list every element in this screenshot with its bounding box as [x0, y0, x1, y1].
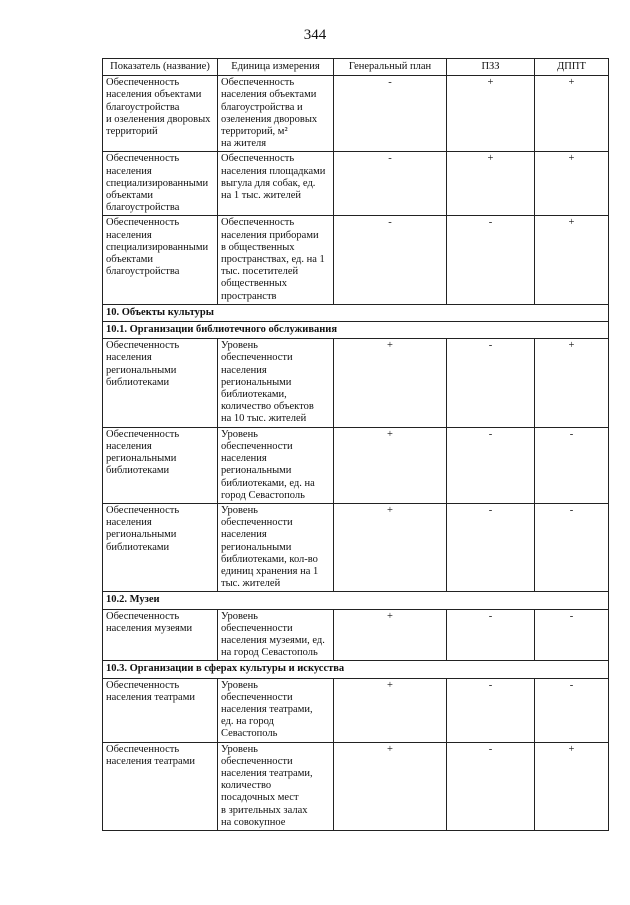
general-plan-cell: -: [334, 152, 447, 216]
general-plan-cell: -: [334, 76, 447, 152]
unit-cell: Уровень обеспеченности населения региональными библиотеками, количество объектов на 10 тыс. жителей: [218, 339, 334, 427]
dppt-cell: -: [535, 427, 609, 503]
unit-cell: Уровень обеспеченности населения региональными библиотеками, ед. на город Севастополь: [218, 427, 334, 503]
header-pzz: ПЗЗ: [447, 59, 535, 76]
unit-cell: Уровень обеспеченности населения театрами, количество посадочных мест в зрительных залах на совокупное: [218, 742, 334, 830]
unit-cell: Уровень обеспеченности населения театрами, ед. на город Севастополь: [218, 678, 334, 742]
dppt-cell: +: [535, 339, 609, 427]
dppt-cell: -: [535, 503, 609, 591]
indicator-cell: Обеспеченность населения специализированными объектами благоустройства: [103, 152, 218, 216]
indicator-cell: Обеспеченность населения специализированными объектами благоустройства: [103, 216, 218, 304]
section-header-row: [103, 322, 609, 339]
dppt-cell: -: [535, 609, 609, 661]
general-plan-cell: +: [334, 427, 447, 503]
general-plan-cell: -: [334, 216, 447, 304]
table-row: [103, 609, 609, 661]
general-plan-cell: +: [334, 609, 447, 661]
section-title: 10.1. Организации библиотечного обслуживания: [103, 322, 609, 339]
pzz-cell: -: [447, 742, 535, 830]
table-row: [103, 76, 609, 152]
pzz-cell: -: [447, 678, 535, 742]
section-title: 10.2. Музеи: [103, 592, 609, 609]
unit-cell: Уровень обеспеченности населения музеями, ед. на город Севастополь: [218, 609, 334, 661]
indicator-cell: Обеспеченность населения региональными библиотеками: [103, 427, 218, 503]
dppt-cell: -: [535, 678, 609, 742]
dppt-cell: +: [535, 742, 609, 830]
header-dppt: ДППТ: [535, 59, 609, 76]
unit-cell: Обеспеченность населения объектами благоустройства и озеленения дворовых территорий, м² на жителя: [218, 76, 334, 152]
indicator-cell: Обеспеченность населения театрами: [103, 742, 218, 830]
unit-cell: Уровень обеспеченности населения региональными библиотеками, кол-во единиц хранения на 1 тыс. жителей: [218, 503, 334, 591]
pzz-cell: -: [447, 339, 535, 427]
table-row: [103, 339, 609, 427]
table-row: [103, 216, 609, 304]
section-header-row: [103, 592, 609, 609]
section-title: 10. Объекты культуры: [103, 304, 609, 321]
header-general-plan: Генеральный план: [334, 59, 447, 76]
section-header-row: [103, 661, 609, 678]
pzz-cell: -: [447, 609, 535, 661]
indicator-cell: Обеспеченность населения объектами благоустройства и озеленения дворовых территорий: [103, 76, 218, 152]
unit-cell: Обеспеченность населения площадками выгула для собак, ед. на 1 тыс. жителей: [218, 152, 334, 216]
indicator-cell: Обеспеченность населения региональными библиотеками: [103, 339, 218, 427]
general-plan-cell: +: [334, 503, 447, 591]
header-indicator: Показатель (название): [103, 59, 218, 76]
section-header-row: [103, 304, 609, 321]
pzz-cell: -: [447, 503, 535, 591]
section-title: 10.3. Организации в сферах культуры и искусства: [103, 661, 609, 678]
table-row: [103, 678, 609, 742]
dppt-cell: +: [535, 216, 609, 304]
pzz-cell: +: [447, 152, 535, 216]
indicator-cell: Обеспеченность населения театрами: [103, 678, 218, 742]
pzz-cell: -: [447, 216, 535, 304]
indicators-table: [102, 58, 609, 831]
dppt-cell: +: [535, 76, 609, 152]
general-plan-cell: +: [334, 678, 447, 742]
header-unit: Единица измерения: [218, 59, 334, 76]
general-plan-cell: +: [334, 742, 447, 830]
unit-cell: Обеспеченность населения приборами в общественных пространствах, ед. на 1 тыс. посетителей общественных пространств: [218, 216, 334, 304]
pzz-cell: +: [447, 76, 535, 152]
table-row: [103, 742, 609, 830]
table-row: [103, 503, 609, 591]
page-number: 344: [303, 27, 327, 43]
general-plan-cell: +: [334, 339, 447, 427]
pzz-cell: -: [447, 427, 535, 503]
table-body: [103, 76, 609, 831]
indicator-cell: Обеспеченность населения музеями: [103, 609, 218, 661]
table-header-row: [103, 59, 609, 76]
table-row: [103, 152, 609, 216]
table-row: [103, 427, 609, 503]
dppt-cell: +: [535, 152, 609, 216]
indicator-cell: Обеспеченность населения региональными библиотеками: [103, 503, 218, 591]
